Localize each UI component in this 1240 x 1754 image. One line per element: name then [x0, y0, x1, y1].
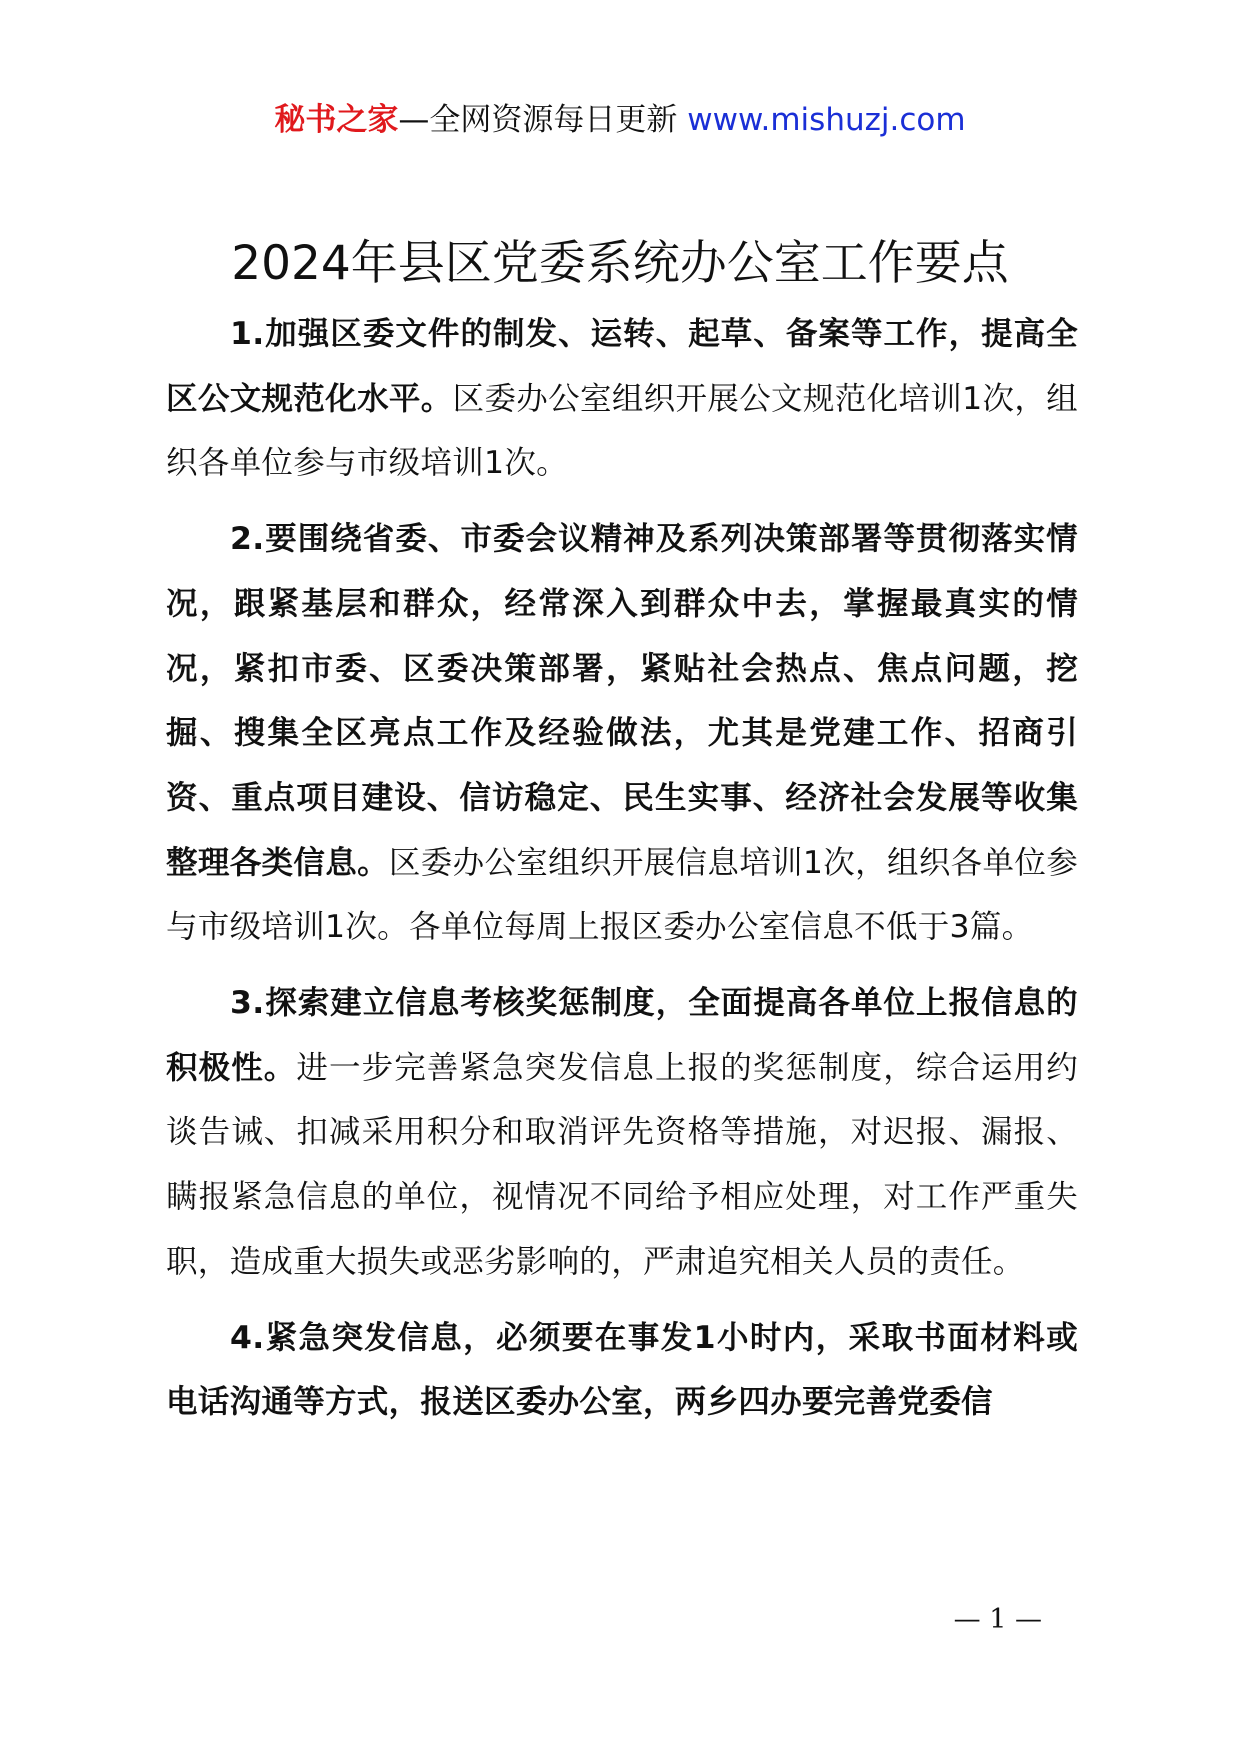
paragraph-2-text: 区委办公室组织开展信息培训1次，组织各单位参与市级培训1次。各单位每周上报区委办公室信息不低于3篇。: [166, 844, 1078, 946]
paragraph-2-heading: 2.要围绕省委、市委会议精神及系列决策部署等贯彻落实情况，跟紧基层和群众，经常深入到群众中去，掌握最真实的情况，紧扣市委、区委决策部署，紧贴社会热点、焦点问题，挖掘、搜集全区亮点工作及经验做法，尤其是党建工作、招商引资、重点项目建设、信访稳定、民生实事、经济社会发展等收集整理各类信息。: [166, 521, 1078, 881]
paragraph-1-text: 区委办公室组织开展公文规范化培训1次，组织各单位参与市级培训1次。: [166, 380, 1079, 482]
page-number: — 1 —: [953, 1604, 1042, 1635]
site-banner: [0, 98, 1240, 142]
paragraph-4-heading: 4.紧急突发信息，必须要在事发1小时内，采取书面材料或电话沟通等方式，报送区委办公室，两乡四办要完善党委信: [166, 1319, 1078, 1421]
paragraph-3-heading: 3.探索建立信息考核奖惩制度，全面提高各单位上报信息的积极性。: [166, 985, 1078, 1086]
banner-url-link[interactable]: www.mishuzj.com: [687, 102, 966, 138]
paragraph-1-heading: 1.加强区委文件的制发、运转、起草、备案等工作，提高全区公文规范化水平。: [166, 316, 1078, 417]
paragraph-1: [166, 302, 1078, 496]
paragraph-3: [166, 971, 1078, 1295]
brand-name: 秘书之家: [274, 102, 399, 138]
paragraph-2: [166, 507, 1078, 960]
document-title: 2024年县区党委系统办公室工作要点: [231, 236, 1009, 291]
paragraph-3-text: 进一步完善紧急突发信息上报的奖惩制度，综合运用约谈告诫、扣减采用积分和取消评先资格等措施，对迟报、漏报、瞒报紧急信息的单位，视情况不同给予相应处理，对工作严重失职，造成重大损失或恶劣影响的，严肃追究相关人员的责任。: [166, 1049, 1079, 1280]
paragraph-4: [166, 1306, 1078, 1435]
document-body: [166, 302, 1078, 1446]
banner-tagline: —全网资源每日更新: [398, 102, 678, 138]
